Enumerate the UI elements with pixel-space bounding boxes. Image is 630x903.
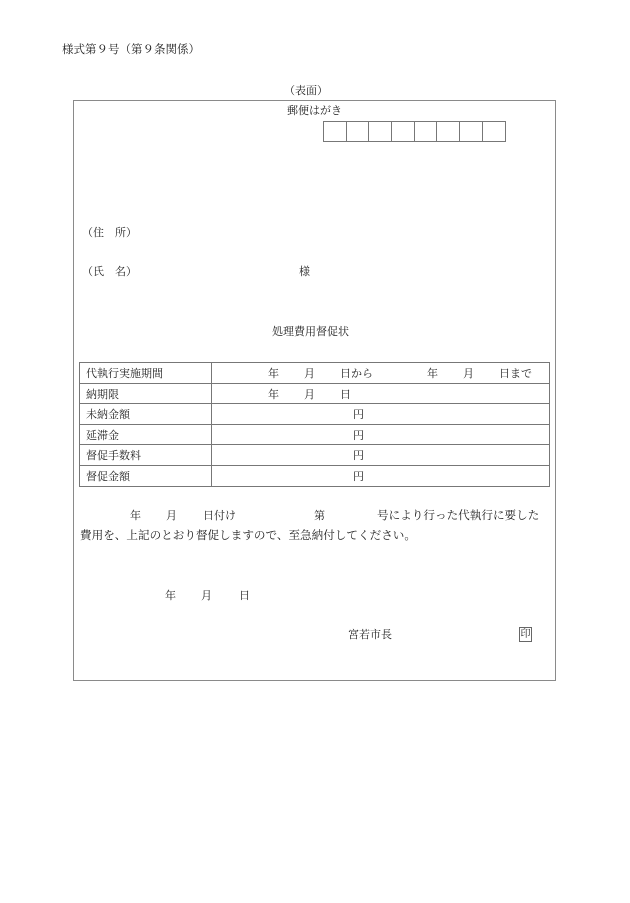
table-row: [80, 465, 550, 486]
postal-code-box[interactable]: [323, 121, 347, 142]
fee-table: [79, 362, 550, 487]
postal-code-boxes: [323, 121, 506, 142]
table-row: [80, 445, 550, 466]
honorific: 様: [299, 265, 310, 278]
table-row: [80, 383, 550, 404]
row-label: 督促手数料: [80, 445, 212, 466]
late-fee-field[interactable]: 円: [212, 424, 550, 445]
table-row: [80, 363, 550, 384]
row-label: 延滞金: [80, 424, 212, 445]
postal-code-box[interactable]: [391, 121, 415, 142]
row-label: 代執行実施期間: [80, 363, 212, 384]
postal-code-box[interactable]: [436, 121, 460, 142]
body-day: 日付け: [203, 509, 236, 522]
name-label: （氏 名）: [82, 265, 137, 278]
side-label: （表面）: [284, 84, 328, 97]
unpaid-amount-field[interactable]: 円: [212, 404, 550, 425]
table-row: [80, 424, 550, 445]
reminder-fee-field[interactable]: 円: [212, 445, 550, 466]
address-label: （住 所）: [82, 226, 137, 239]
row-label: 未納金額: [80, 404, 212, 425]
body-number-prefix: 第: [314, 509, 325, 522]
body-year: 年: [130, 509, 141, 522]
issuer-name: 宮若市長: [348, 628, 392, 641]
postcard-title: 郵便はがき: [287, 104, 342, 117]
seal-mark: 印: [520, 629, 531, 640]
row-label: 納期限: [80, 383, 212, 404]
postal-code-box[interactable]: [346, 121, 370, 142]
postal-code-box[interactable]: [368, 121, 392, 142]
total-amount-field[interactable]: 円: [212, 465, 550, 486]
issue-day: 日: [239, 589, 250, 602]
row-label: 督促金額: [80, 465, 212, 486]
form-number: 様式第９号（第９条関係）: [62, 42, 200, 56]
body-month: 月: [166, 509, 177, 522]
body-line1-rest: 号により行った代執行に要した: [377, 508, 540, 522]
document-title: 処理費用督促状: [272, 325, 349, 338]
body-line2: 費用を、上記のとおり督促しますので、至急納付してください。: [80, 528, 416, 542]
issue-year: 年: [165, 589, 176, 602]
postal-code-box[interactable]: [482, 121, 506, 142]
table-row: [80, 404, 550, 425]
postal-code-box[interactable]: [414, 121, 438, 142]
due-date-field[interactable]: 年 月 日: [212, 383, 550, 404]
issue-month: 月: [201, 589, 212, 602]
period-field[interactable]: 年 月 日から 年 月 日まで: [212, 363, 550, 384]
postal-code-box[interactable]: [459, 121, 483, 142]
